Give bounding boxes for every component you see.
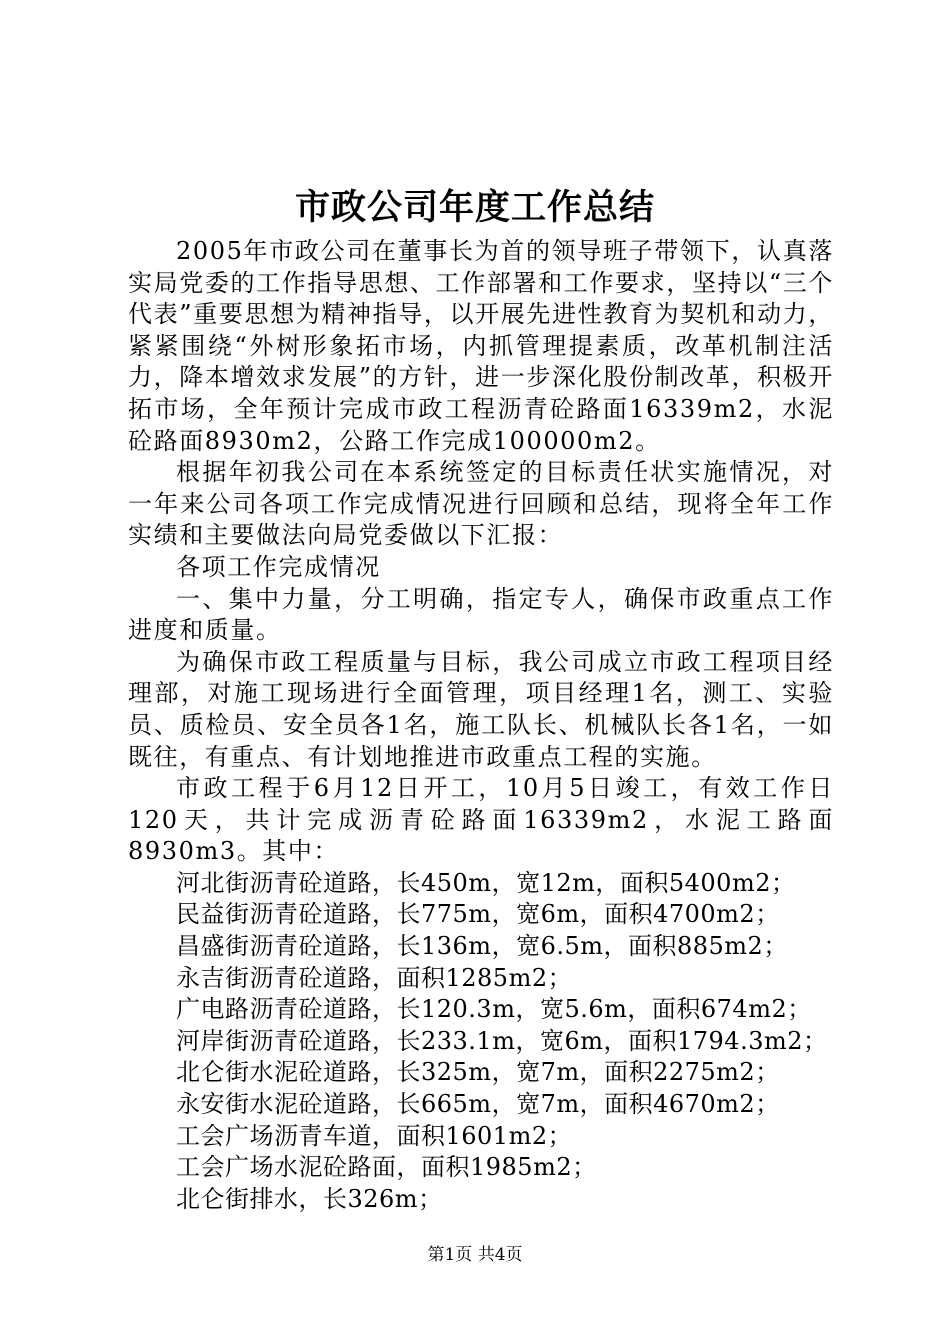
paragraph-project-dept: 为确保市政工程质量与目标，我公司成立市政工程项目经理部，对施工现场进行全面管理，项目经理1名，测工、实验员、质检员、安全员各1名，施工队长、机械队长各1名，一如既往，有重点、有计划地推进市政重点工程的实施。	[128, 647, 834, 771]
list-item: 广电路沥青砼道路，长120.3m，宽5.6m，面积674m2；	[176, 995, 812, 1024]
subsection-heading: 一、集中力量，分工明确，指定专人，确保市政重点工作进度和质量。	[128, 584, 834, 645]
page-footer: 第1页 共4页	[427, 1245, 523, 1265]
section-heading: 各项工作完成情况	[176, 552, 381, 581]
paragraph-intro: 2005年市政公司在董事长为首的领导班子带领下，认真落实局党委的工作指导思想、工作部署和工作要求，坚持以“三个代表”重要思想为精神指导，以开展先进性教育为契机和动力，紧紧围绕“外树形象拓市场，内抓管理提素质，改革机制注活力，降本增效求发展”的方针，进一步深化股份制改革，积极开拓市场，全年预计完成市政工程沥青砼路面16339m2，水泥砼路面8930m2，公路工作完成100000m2。	[128, 237, 834, 455]
list-item: 河北街沥青砼道路，长450m，宽12m，面积5400m2；	[176, 868, 796, 897]
list-item: 北仑街排水，长326m；	[176, 1184, 443, 1213]
list-item: 北仑街水泥砼道路，长325m，宽7m，面积2275m2；	[176, 1058, 780, 1087]
document-body	[128, 236, 834, 1215]
paragraph-report-intro: 根据年初我公司在本系统签定的目标责任状实施情况，对一年来公司各项工作完成情况进行回顾和总结，现将全年工作实绩和主要做法向局党委做以下汇报：	[128, 458, 834, 550]
list-item: 民益街沥青砼道路，长775m，宽6m，面积4700m2；	[176, 900, 780, 929]
document-title: 市政公司年度工作总结	[294, 187, 655, 228]
list-item: 河岸街沥青砼道路，长233.1m，宽6m，面积1794.3m2；	[176, 1026, 828, 1055]
list-item: 工会广场沥青车道，面积1601m2；	[176, 1121, 573, 1150]
list-item: 昌盛街沥青砼道路，长136m，宽6.5m，面积885m2；	[176, 932, 788, 961]
list-item: 永安街水泥砼道路，长665m，宽7m，面积4670m2；	[176, 1090, 780, 1119]
list-item: 永吉街沥青砼道路，面积1285m2；	[176, 963, 573, 992]
paragraph-schedule: 市政工程于6月12日开工，10月5日竣工，有效工作日120天，共计完成沥青砼路面16339m2，水泥工路面8930m3。其中：	[128, 774, 834, 866]
list-item: 工会广场水泥砼路面，面积1985m2；	[176, 1153, 597, 1182]
